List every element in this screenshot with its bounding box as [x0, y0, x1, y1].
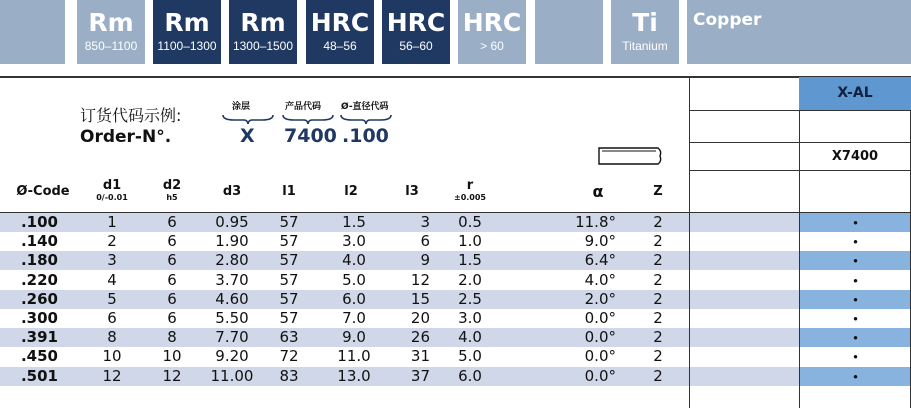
row-band-mid — [690, 290, 799, 309]
order-part-label-product: 产品代码 — [285, 102, 322, 112]
cell-alpha: 9.0° — [584, 232, 616, 251]
coating-line-3 — [689, 170, 911, 171]
cell-code: .501 — [20, 366, 58, 385]
order-part-label-diameter: Ø-直径代码 — [341, 102, 389, 112]
cell-alpha: 4.0° — [584, 270, 616, 289]
cell-d1: 8 — [107, 328, 117, 347]
cell-l1: 57 — [279, 309, 299, 327]
cell-r: 2.5 — [458, 289, 482, 308]
cell-code: .180 — [20, 251, 58, 270]
cell-l3: 3 — [420, 213, 430, 231]
cell-l1: 57 — [279, 251, 299, 270]
cell-d1: 2 — [107, 232, 117, 251]
cell-l3: 20 — [410, 309, 430, 327]
coating-header: X-AL — [799, 77, 911, 110]
cell-l3: 15 — [410, 289, 430, 308]
cell-alpha: 11.8° — [575, 213, 616, 231]
cell-d3: 4.60 — [215, 289, 249, 308]
cell-code: .450 — [20, 347, 58, 366]
cell-d1: 4 — [107, 270, 117, 289]
cell-l3: 37 — [410, 366, 430, 385]
col-header-l2: l2 — [344, 184, 358, 199]
cell-z: 2 — [653, 270, 663, 289]
cell-d3: 2.80 — [215, 251, 249, 270]
cell-d3: 11.00 — [210, 366, 254, 385]
col-header-code: Ø-Code — [16, 184, 70, 199]
category-blank-tile-2 — [535, 0, 603, 64]
availability-dot: • — [853, 330, 858, 346]
cell-z: 2 — [653, 232, 663, 251]
cell-d3: 0.95 — [215, 213, 249, 231]
availability-dot: • — [853, 349, 858, 365]
cell-code: .391 — [20, 328, 58, 347]
cell-z: 2 — [653, 366, 663, 385]
cell-l1: 83 — [279, 366, 299, 385]
cell-code: .140 — [20, 232, 58, 251]
category-titanium: Ti Titanium — [611, 0, 679, 64]
cell-l2: 3.0 — [342, 232, 366, 251]
cell-r: 1.0 — [458, 232, 482, 251]
cell-d1: 12 — [102, 366, 122, 385]
availability-dot: • — [853, 272, 858, 288]
table-row — [0, 328, 911, 347]
cell-l2: 13.0 — [337, 366, 371, 385]
row-band-mid — [690, 213, 799, 232]
cell-d2: 6 — [167, 270, 177, 289]
cell-d2: 6 — [167, 213, 177, 231]
brace-diameter-icon — [340, 114, 392, 124]
cell-l2: 4.0 — [342, 251, 366, 270]
cell-d1: 6 — [107, 309, 117, 327]
cell-code: .300 — [20, 309, 58, 327]
category-hrc-60: HRC > 60 — [458, 0, 526, 64]
cell-l2: 9.0 — [342, 328, 366, 347]
cell-d2: 6 — [167, 232, 177, 251]
cell-r: 2.0 — [458, 270, 482, 289]
cell-d2: 8 — [167, 328, 177, 347]
cell-l1: 57 — [279, 232, 299, 251]
cell-l1: 57 — [279, 289, 299, 308]
cell-l3: 31 — [410, 347, 430, 366]
cell-d3: 1.90 — [215, 232, 249, 251]
availability-dot: • — [853, 215, 858, 230]
table-row — [0, 347, 911, 366]
cell-l3: 9 — [420, 251, 430, 270]
order-example-title-en: Order-N°. — [80, 127, 172, 147]
cell-l3: 6 — [420, 232, 430, 251]
col-header-r: r ±0.005 — [453, 178, 486, 202]
cell-l2: 7.0 — [342, 309, 366, 327]
category-rm-850: Rm 850–1100 — [77, 0, 145, 64]
cell-d2: 6 — [167, 251, 177, 270]
category-rm-1300: Rm 1300–1500 — [229, 0, 297, 64]
cell-d1: 10 — [102, 347, 122, 366]
cell-z: 2 — [653, 251, 663, 270]
order-part-value-diameter: .100 — [342, 125, 389, 147]
cell-l2: 6.0 — [342, 289, 366, 308]
cell-z: 2 — [653, 347, 663, 366]
col-header-d2: d2 h5 — [162, 178, 182, 202]
row-band-mid — [690, 367, 799, 386]
cell-z: 2 — [653, 213, 663, 231]
availability-dot: • — [853, 311, 858, 326]
table-row — [0, 251, 911, 270]
cell-d3: 3.70 — [215, 270, 249, 289]
cell-r: 1.5 — [458, 251, 482, 270]
order-part-value-coating: X — [240, 125, 255, 147]
order-part-label-coating: 涂层 — [232, 102, 251, 112]
col-header-alpha: α — [592, 182, 604, 201]
row-band-mid — [690, 328, 799, 347]
coating-product-code: X7400 — [831, 149, 879, 164]
col-header-l3: l3 — [405, 184, 419, 199]
cell-alpha: 6.4° — [584, 251, 616, 270]
table-row — [0, 232, 911, 251]
cell-d3: 5.50 — [215, 309, 249, 327]
availability-dot: • — [853, 291, 858, 307]
cell-alpha: 0.0° — [584, 347, 616, 366]
availability-dot: • — [853, 253, 858, 269]
cell-d1: 5 — [107, 289, 117, 308]
table-row — [0, 213, 911, 232]
cell-r: 3.0 — [458, 309, 482, 327]
order-example-title-cn: 订货代码示例: — [80, 106, 182, 125]
row-band-mid — [690, 251, 799, 270]
cell-l2: 5.0 — [342, 270, 366, 289]
col-header-z: Z — [653, 184, 663, 199]
coating-line-1 — [689, 110, 911, 111]
order-part-value-product: 7400 — [284, 125, 337, 147]
cell-d1: 3 — [107, 251, 117, 270]
table-row — [0, 290, 911, 309]
cell-r: 4.0 — [458, 328, 482, 347]
tool-shank-icon — [598, 147, 664, 165]
cell-r: 0.5 — [458, 213, 482, 231]
cell-alpha: 0.0° — [584, 328, 616, 347]
table-row — [0, 309, 911, 328]
brace-coating-icon — [222, 114, 274, 124]
category-hrc-48: HRC 48–56 — [306, 0, 374, 64]
cell-d3: 9.20 — [215, 347, 249, 366]
cell-r: 5.0 — [458, 347, 482, 366]
cell-code: .260 — [20, 289, 58, 308]
col-header-d1: d1 0/-0.01 — [96, 178, 128, 202]
brace-product-icon — [282, 114, 334, 124]
category-rm-1100: Rm 1100–1300 — [153, 0, 221, 64]
cell-code: .100 — [20, 213, 58, 231]
cell-d3: 7.70 — [215, 328, 249, 347]
cell-z: 2 — [653, 309, 663, 327]
cell-l3: 26 — [410, 328, 430, 347]
cell-d2: 12 — [162, 366, 182, 385]
cell-l1: 72 — [279, 347, 299, 366]
cell-l2: 1.5 — [342, 213, 366, 231]
cell-l1: 57 — [279, 213, 299, 231]
cell-l3: 12 — [410, 270, 430, 289]
cell-l1: 57 — [279, 270, 299, 289]
cell-d2: 6 — [167, 309, 177, 327]
cell-d2: 10 — [162, 347, 182, 366]
cell-z: 2 — [653, 289, 663, 308]
cell-d2: 6 — [167, 289, 177, 308]
col-header-d3: d3 — [222, 184, 242, 199]
cell-l1: 63 — [279, 328, 299, 347]
category-copper: Copper — [687, 0, 911, 64]
cell-d1: 1 — [107, 213, 117, 231]
cell-code: .220 — [20, 270, 58, 289]
cell-alpha: 2.0° — [584, 289, 616, 308]
cell-alpha: 0.0° — [584, 309, 616, 327]
cell-z: 2 — [653, 328, 663, 347]
cell-alpha: 0.0° — [584, 366, 616, 385]
category-hrc-56: HRC 56–60 — [382, 0, 450, 64]
cell-l2: 11.0 — [337, 347, 371, 366]
table-row — [0, 367, 911, 386]
cell-r: 6.0 — [458, 366, 482, 385]
availability-dot: • — [853, 234, 858, 250]
category-blank-tile — [0, 0, 65, 64]
table-row — [0, 271, 911, 290]
availability-dot: • — [853, 368, 858, 384]
col-header-l1: l1 — [282, 184, 296, 199]
